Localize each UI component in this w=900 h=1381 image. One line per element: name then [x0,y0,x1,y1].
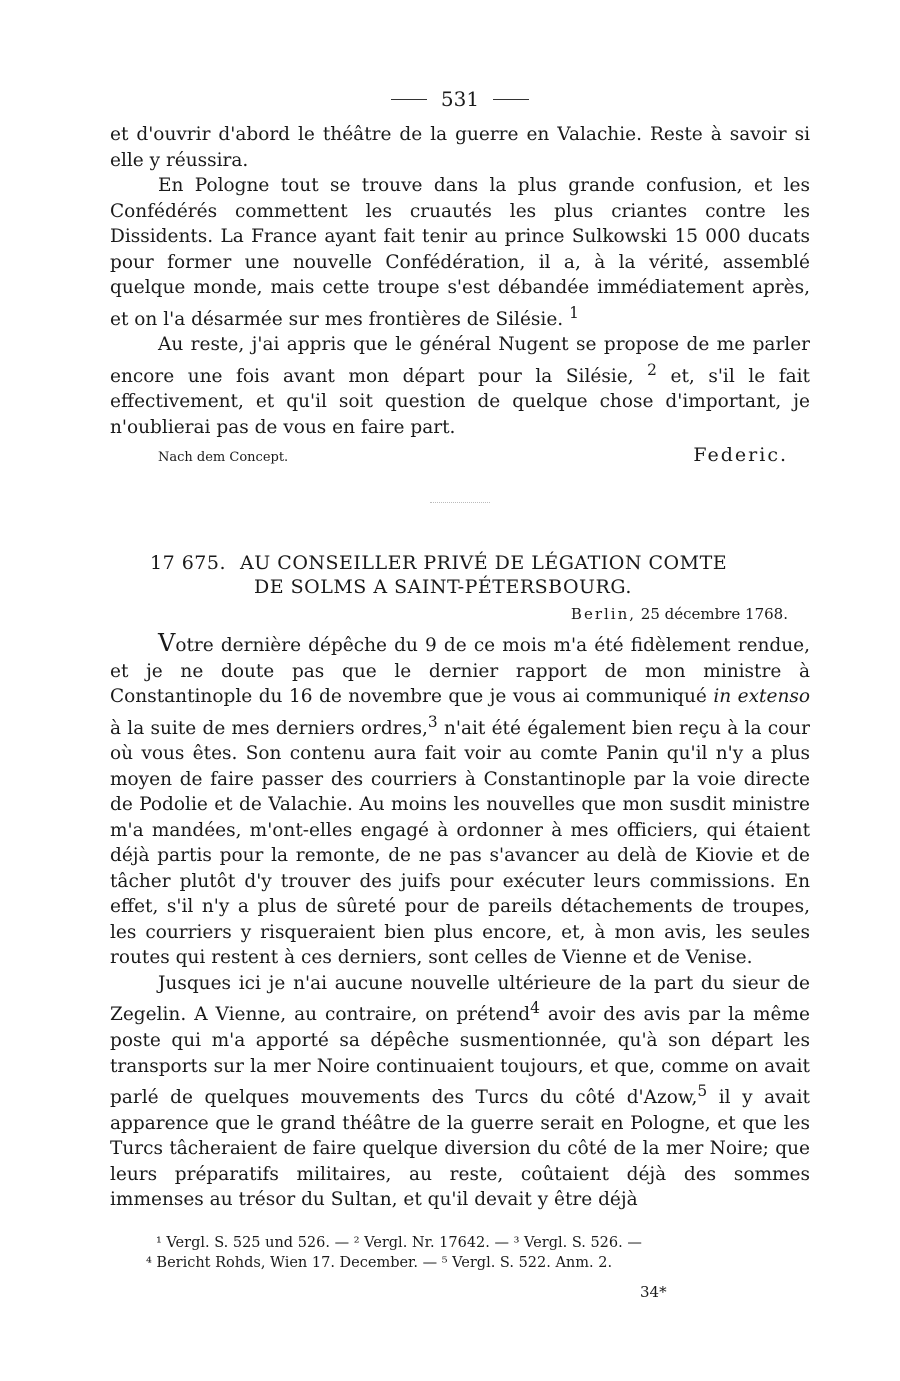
footnote-line-2: ⁴ Bericht Rohds, Wien 17. December. — ⁵ Vergl. S. 522. Anm. 2. [146,1254,613,1271]
source-note: Nach dem Concept. [158,450,289,466]
footnotes [110,1233,810,1273]
letter-title-text-1: AU CONSEILLER PRIVÉ DE LÉGATION COMTE [240,552,728,575]
italic-phrase: in extenso [713,686,810,708]
letter-number: 17 675. [150,552,227,575]
paragraph-text: En Pologne tout se trouve dans la plus grande confusion, et les Confédérés commettent les cruautés les plus criantes contre les Dissidents. La France ayant fait tenir au prince Sulkowski 15 000 ducats pour former une nouvelle Confédération, il a, à la vérité, assemblé quelque monde, mais cette troupe s'est débandée immédiatement après, et on l'a désarmée sur mes frontières de Silésie. [110,175,810,330]
letter-title-line-1 [150,551,810,575]
page-header [110,84,810,114]
footnote-line-1: ¹ Vergl. S. 525 und 526. — ² Vergl. Nr. 17642. — ³ Vergl. S. 526. — [156,1234,642,1251]
letter-paragraph-1 [110,631,810,971]
paragraph-text: Jusques ici je n'ai aucune nouvelle ultérieure de la part du sieur de Zegelin. A Vienne, au contraire, on prétend [110,972,810,1026]
closing-row [110,444,810,466]
footnote-marker: 4 [530,999,540,1018]
drop-cap: V [158,629,176,658]
continuation-paragraph-poland [110,173,810,332]
letter-title [110,551,810,599]
header-rule-left [391,99,427,100]
paragraph-text: n'ait été également bien reçu à la cour où vous êtes. Son contenu aura fait voir au comte Panin qu'il n'y a plus moyen de faire passer des courriers à Constantinople par la voie directe de Podolie et de Valachie. Au moins les nouvelles que mon susdit ministre m'a mandées, m'ont-elles engagé à ordonner à mes officiers, qui étaient déjà partis pour la remonte, de ne pas s'avancer au delà de Kiovie et de tâcher plutôt d'y trouver des juifs pour exécuter leurs commissions. En effet, s'il n'y a plus de sûreté pour de pareils détachements de troupes, les courriers y risqueraient bien plus encore, et, à mon avis, les seules routes qui restent à ces derniers, sont celles de Vienne et de Venise. [110,717,810,969]
dateline-date: 25 décembre 1768. [640,605,788,624]
footnote-marker: 2 [647,360,657,379]
paragraph-text: il y avait apparence que le grand théâtre de la guerre serait en Pologne, et que les Turcs tâcheraient de faire quelque diversion du côté de la mer Noire; que leurs préparatifs militaires, au reste, coûtaient déjà des sommes immenses au trésor du Sultan, et qu'il devait y être déjà [110,1087,810,1211]
continuation-paragraph: et d'ouvrir d'abord le théâtre de la guerre en Valachie. Reste à savoir si elle y réussira. [110,124,810,171]
sheet-signature: 34* [640,1283,667,1301]
footnote-marker: 3 [427,712,438,731]
dateline [110,605,810,623]
page [110,84,810,1273]
signature: Federic. [693,444,788,467]
footnote-marker: 1 [569,303,579,322]
paragraph-text: avoir des avis par la même poste qui m'a apporté sa dépêche susmentionnée, qu'à son départ les transports sur la mer Noire continuaient toujours, et que, comme on avait parlé de quelques mouvements des Turcs du côté d'Azow, [110,1004,810,1109]
page-number: 531 [440,87,480,111]
letter-paragraph-2 [110,971,810,1213]
paragraph-text: otre dernière dépêche du 9 de ce mois m'a été fidèlement rendue, et je ne doute pas que le dernier rapport de mon ministre à Constantinople du 16 de novembre que je vous ai communiqué [110,635,810,708]
letter-title-line-2: DE SOLMS A SAINT-PÉTERSBOURG. [254,576,632,599]
footnote-marker: 5 [697,1082,708,1101]
continuation-paragraph-nugent [110,332,810,440]
paragraph-text: à la suite de mes derniers ordres, [110,717,428,739]
paragraph-text: et, s'il le fait effectivement, et qu'il soit question de quelque chose d'important, je n'oublierai pas de vous en faire part. [110,365,810,438]
paragraph-text: Au reste, j'ai appris que le général Nugent se propose de me parler encore une fois avant mon départ pour la Silésie, [110,334,810,387]
header-rule-right [493,99,529,100]
dateline-place: Berlin, [570,605,637,624]
section-divider [430,502,490,503]
